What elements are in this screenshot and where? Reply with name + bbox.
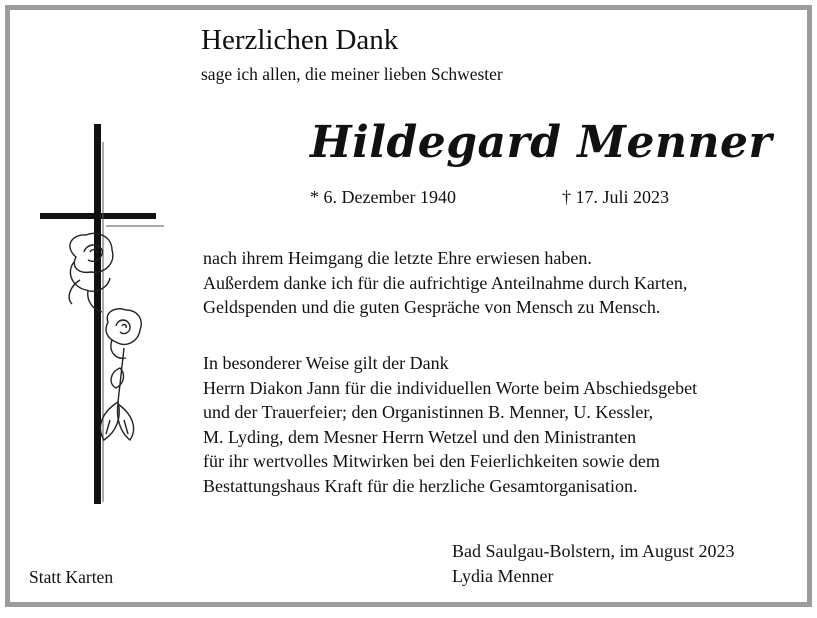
paragraph-special-thanks <box>203 351 697 498</box>
text-line: Geldspenden und die guten Gespräche von Mensch zu Mensch. <box>203 297 661 317</box>
subheading: sage ich allen, die meiner lieben Schwester <box>201 64 503 84</box>
text-line: In besonderer Weise gilt der Dank <box>203 353 449 373</box>
text-line: nach ihrem Heimgang die letzte Ehre erwiesen haben. <box>203 248 592 268</box>
deceased-name: Hildegard Menner <box>310 117 773 168</box>
birth-date: * 6. Dezember 1940 <box>310 187 456 207</box>
text-line: M. Lyding, dem Mesner Herrn Wetzel und den Ministranten <box>203 426 637 447</box>
signer-name: Lydia Menner <box>452 566 554 586</box>
text-line: für ihr wertvolles Mitwirken bei den Feierlichkeiten sowie dem <box>203 451 660 471</box>
cross-with-roses-icon <box>36 122 166 507</box>
death-date: † 17. Juli 2023 <box>562 187 670 207</box>
place-date: Bad Saulgau-Bolstern, im August 2023 <box>452 541 735 561</box>
text-line: Herrn Diakon Jann für die individuellen Worte beim Abschiedsgebet <box>203 377 698 398</box>
text-line: Außerdem danke ich für die aufrichtige Anteilnahme durch Karten, <box>203 272 688 293</box>
paragraph-thanks <box>203 246 687 320</box>
text-line: Bestattungshaus Kraft für die herzliche Gesamtorganisation. <box>203 475 638 496</box>
text-line: und der Trauerfeier; den Organistinnen B. Menner, U. Kessler, <box>203 402 654 422</box>
heading: Herzlichen Dank <box>201 24 399 56</box>
statt-karten-label: Statt Karten <box>29 567 114 587</box>
